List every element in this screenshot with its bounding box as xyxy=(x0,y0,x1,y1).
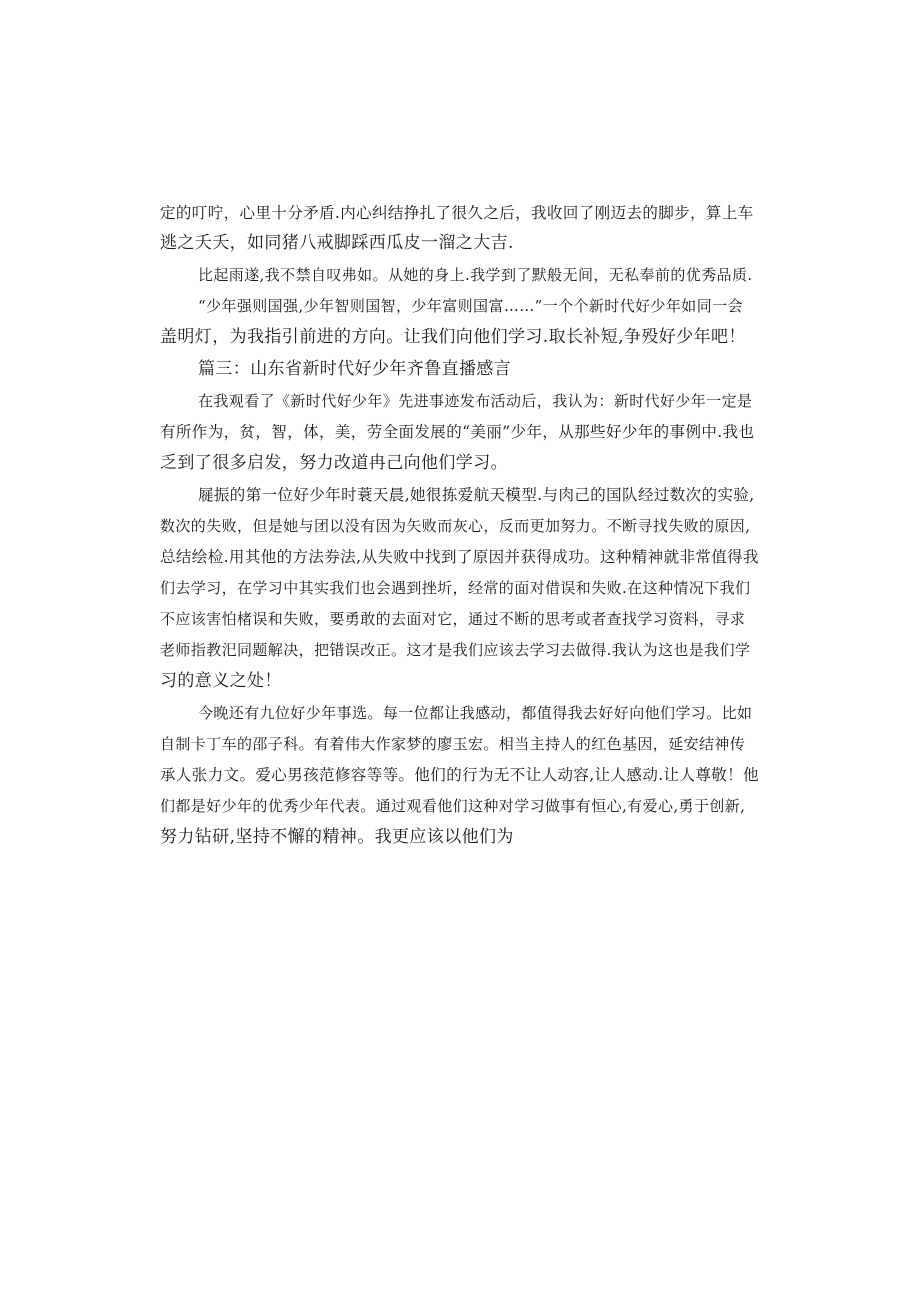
text-line: 们都是好少年的优秀少年代表。通过观看他们这种对学习做事有恒心,有爱心,勇于创新, xyxy=(160,797,746,815)
text-line: 总结绘检.用其他的方法券法,从失败中找到了原因并获得成功。这种精神就非常值得我 xyxy=(160,548,759,566)
paragraph-start: 屣振的第一位好少年时蓑天晨,她很拣爱航天模型.与肉己的国队经过数次的实验, xyxy=(198,486,755,504)
text-line: 有所作为，贫，智，体，美，劳全面发展的“美丽”少年，从那些好少年的事例中.我也 xyxy=(160,423,755,441)
text-line: 数次的失败，但是她与团以没有因为矢败而灰心，反而更加努力。不断寻找失败的原因, xyxy=(160,517,751,535)
section-heading: 篇三：山东省新时代好少年齐鲁直播感言 xyxy=(198,359,512,379)
paragraph-start: 在我观看了《新时代好少年》先进事迹发布活动后，我认为：新时代好少年一定是 xyxy=(198,392,753,410)
text-line: 承人张力文。爱心男孩范修容等等。他们的行为无不让人动容,让人感动.让人尊敬！他 xyxy=(160,766,759,784)
text-line: 不应该害怕楮误和失败，要勇敢的去面对它，通过不断的思考或者查找学习资料，寻求 xyxy=(160,610,746,628)
text-line: 盖明灯，为我指引前进的方向。让我们向他们学习.取长补短,争殁好少年吧！ xyxy=(160,327,746,347)
paragraph-start: 今晚还有九位好少年事选。每一位都让我感动，都值得我去好好向他们学习。比如 xyxy=(198,704,753,722)
text-line: 逃之夭夭，如同猪八戒脚踩西瓜皮一溜之大吉. xyxy=(160,233,514,253)
text-line: 习的意义之处！ xyxy=(160,671,282,691)
paragraph-start: “少年强则国强,少年智则国智，少年富则国富……”一个个新时代好少年如同一会 xyxy=(198,297,743,315)
text-line: 老师指教汜同题解决，把错误改正。这才是我们应该去学习去做得.我认为这也是我们学 xyxy=(160,641,751,659)
text-line: 定的叮咛，心里十分矛盾.内心纠结挣扎了很久之后，我收回了刚迈去的脚步，算上车 xyxy=(160,204,754,222)
text-line: 自制卡丁车的邵子科。有着伟大作家梦的廖玉宏。相当主持人的红色基因，延安结神传 xyxy=(160,735,746,753)
paragraph-start: 比起雨遂,我不禁自叹弗如。从她的身上.我学到了默般无间，无私奉前的优秀品质. xyxy=(198,266,753,284)
text-line: 努力钻研,坚持不懈的精神。我更应该以他们为 xyxy=(160,827,514,847)
text-line: 们去学习，在学习中其实我们也会遇到挫圻，经常的面对借误和失败.在这种情况下我们 xyxy=(160,579,751,597)
text-line: 乏到了很多启发，努力改道冉己向他们学习。 xyxy=(160,453,508,473)
